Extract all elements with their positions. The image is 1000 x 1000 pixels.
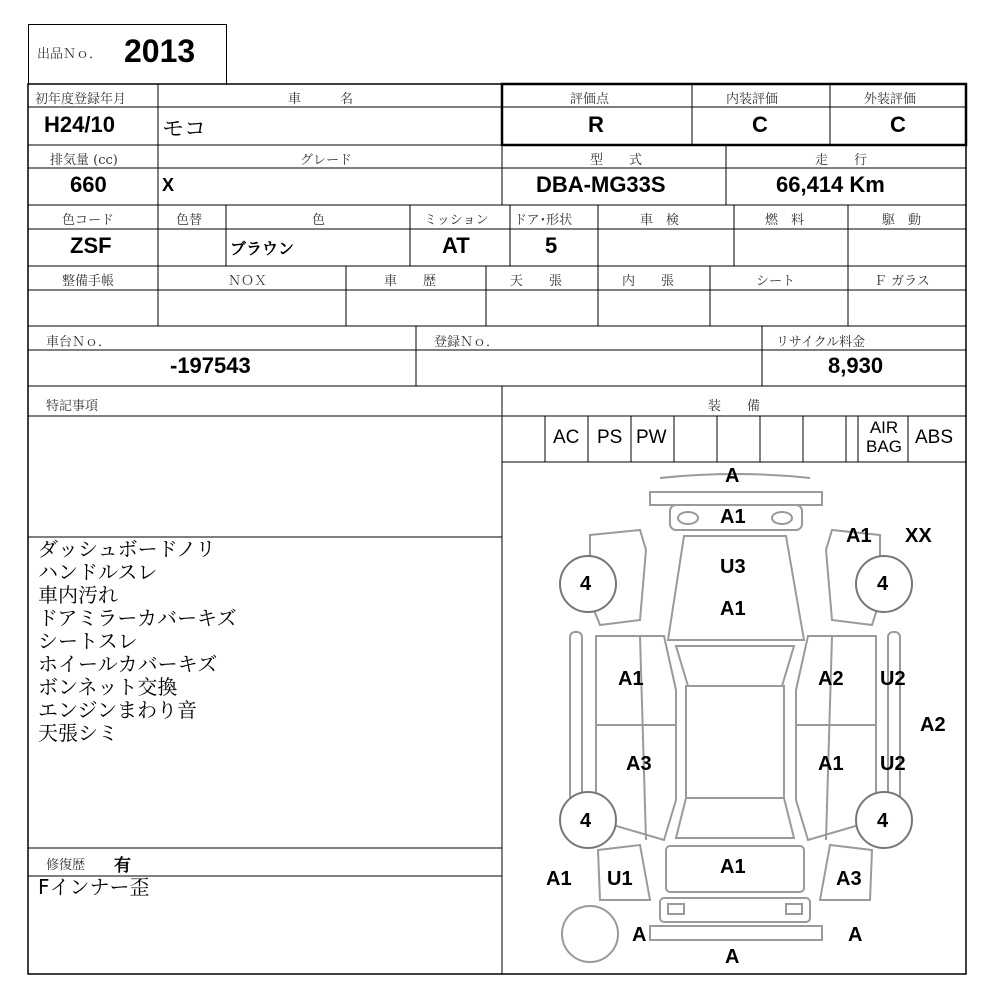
mark-right-rear-tire: 4 — [877, 810, 889, 832]
mark-hood-bottom: A1 — [720, 598, 746, 620]
note-line: エンジンまわり音 — [38, 698, 197, 722]
service-record-label: 整備手帳 — [62, 274, 115, 289]
recycle-fee-value: 8,930 — [828, 353, 884, 378]
note-line: 天張シミ — [38, 721, 118, 745]
fuel-label: 燃 料 — [765, 213, 805, 228]
repair-history-value: 有 — [114, 856, 131, 875]
mileage-label: 走 行 — [815, 153, 868, 168]
color-code-value: ZSF — [70, 233, 112, 258]
windshield-outline — [676, 646, 794, 686]
score-value: R — [588, 112, 604, 137]
displacement-value: 660 — [70, 172, 107, 197]
car-name-value: モコ — [162, 116, 207, 141]
repair-detail: Fインナー歪 — [38, 875, 150, 899]
rear-window-outline — [676, 798, 794, 838]
drive-label: 駆 動 — [882, 213, 922, 228]
repair-history-label: 修復歴 — [46, 858, 86, 873]
door-value: 5 — [545, 233, 558, 258]
seat-label: シート — [756, 274, 796, 289]
mark-left-rear-door: A3 — [626, 753, 652, 775]
front-bumper-outline — [650, 492, 822, 505]
lot-number-label: 出品Ｎｏ． — [37, 47, 103, 62]
mark-left-quarter-u1: U1 — [607, 868, 633, 890]
exterior-score-label: 外装評価 — [864, 92, 917, 107]
note-line: ホイールカバーキズ — [38, 652, 218, 676]
mark-right-rear-door-a1: A1 — [818, 753, 844, 775]
note-line: ダッシュボードノリ — [38, 537, 216, 561]
recycle-fee-label: リサイクル料金 — [776, 335, 866, 350]
mark-right-front-tire: 4 — [877, 573, 889, 595]
model-value: DBA-MG33S — [536, 172, 666, 197]
equipment-item-airbag: AIR BAG — [866, 418, 902, 456]
roof-outline — [686, 686, 784, 798]
mark-rear-bumper: A — [725, 946, 740, 968]
displacement-label: 排気量 (cc) — [50, 153, 118, 168]
mark-left-quarter-a1: A1 — [546, 868, 572, 890]
interior-score-label: 内装評価 — [726, 92, 779, 107]
inspection-label: 車 検 — [640, 213, 680, 228]
nox-label: ＮＯＸ — [228, 274, 268, 289]
mark-left-rear-tire: 4 — [580, 810, 592, 832]
mark-rear-right: A — [848, 924, 863, 946]
mark-right-side: A2 — [920, 714, 946, 736]
color-value: ブラウン — [230, 241, 295, 258]
registration-label: 初年度登録年月 — [35, 92, 127, 107]
color-code-label: 色コード — [62, 213, 115, 228]
spare-tire-outline — [562, 906, 618, 962]
mark-rear-left: A — [632, 924, 647, 946]
equipment-item-pw: PW — [636, 427, 667, 448]
note-line: ドアミラーカバーキズ — [38, 606, 237, 630]
note-line: ハンドルスレ — [38, 560, 158, 584]
chassis-value: -197543 — [170, 353, 251, 378]
registration-value: H24/10 — [44, 112, 115, 137]
equipment-item-ac: AC — [553, 427, 580, 448]
registration-number-label: 登録Ｎｏ． — [434, 335, 500, 350]
headliner-label: 天 張 — [510, 274, 563, 289]
equipment-label: 装 備 — [708, 399, 761, 414]
note-line: シートスレ — [38, 629, 138, 653]
history-label: 車 歴 — [384, 274, 437, 289]
exterior-score-value: C — [890, 112, 906, 137]
repaint-label: 色替 — [176, 213, 203, 228]
mission-value: AT — [442, 233, 470, 258]
equipment-item-abs: ABS — [915, 427, 954, 448]
rear-bumper-outline — [660, 898, 810, 922]
score-label: 評価点 — [570, 92, 610, 107]
mark-front-panel: A1 — [720, 506, 746, 528]
grade-value: X — [162, 175, 175, 195]
mission-label: ミッション — [424, 213, 489, 228]
mark-right-fender-a1: A1 — [846, 525, 872, 547]
grade-label: グレード — [300, 153, 353, 168]
notes-label: 特記事項 — [46, 399, 99, 414]
mark-left-front-tire: 4 — [580, 573, 592, 595]
interior-score-value: C — [752, 112, 768, 137]
mark-front-bumper: A — [725, 465, 740, 487]
interior-trim-label: 内 張 — [622, 274, 675, 289]
mark-hood-top: U3 — [720, 556, 746, 578]
model-label: 型 式 — [590, 153, 643, 168]
color-label: 色 — [312, 213, 326, 228]
mark-right-quarter: A3 — [836, 868, 862, 890]
mark-right-front-door-u2: U2 — [880, 668, 906, 690]
mark-left-front-door: A1 — [618, 668, 644, 690]
note-line: 車内汚れ — [38, 583, 118, 607]
chassis-label: 車台Ｎｏ． — [46, 335, 112, 350]
note-line: ボンネット交換 — [38, 675, 178, 699]
mark-right-fender-xx: XX — [905, 525, 932, 547]
hood-outline — [668, 536, 804, 640]
mark-right-rear-door-u2: U2 — [880, 753, 906, 775]
mileage-value: 66,414 Km — [776, 172, 885, 197]
mark-back-door: A1 — [720, 856, 746, 878]
mark-right-front-door-a2: A2 — [818, 668, 844, 690]
door-label: ドア･形状 — [514, 213, 573, 228]
car-name-label: 車 名 — [288, 92, 354, 107]
equipment-item-ps: PS — [597, 427, 623, 448]
front-glass-label: Ｆ ガラス — [874, 274, 930, 289]
lot-number-value: 2013 — [124, 33, 196, 69]
